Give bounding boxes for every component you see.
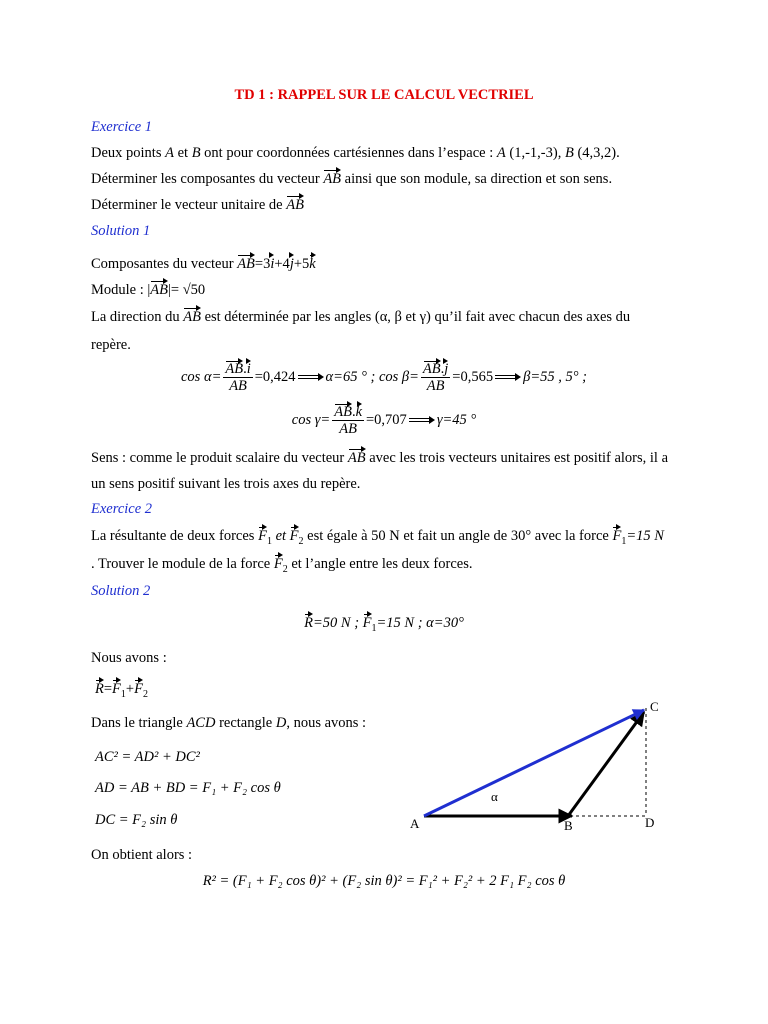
label-a: A <box>410 816 420 831</box>
exercise-1-line-1: Deux points A et B ont pour coordonnées cartésiennes dans l’espace : A (1,-1,-3), B (4,3,2). <box>91 145 620 161</box>
solution-1-module: Module : |AB|= √50 <box>91 282 206 298</box>
solution-2-triangle: Dans le triangle ACD rectangle D, nous avons : <box>91 715 367 731</box>
solution-1-components: Composantes du vecteur AB=3i+4j+5k <box>91 256 316 272</box>
equation-cos-alpha-beta: cos α= $\frac{AB.i}{AB}$ =0,424 α=65 ° ; cos β= $\frac{AB.j}{AB}$ =0,565 β=55 , 5° ; <box>181 361 587 395</box>
exercise-1-line-2: Déterminer les composantes du vecteur AB ainsi que son module, sa direction et son sens. <box>91 171 613 187</box>
solution-2-obtient: On obtient alors : <box>91 847 193 863</box>
equation-ad: AD = AB + BD = F₁ + F₂ cos θ <box>95 780 281 796</box>
equation-cos-gamma: cos γ= $\frac{AB.k}{AB}$ =0,707 γ=45 ° <box>291 404 477 438</box>
equation-dc: DC = F₂ sin θ <box>95 812 178 828</box>
vector-r-ac <box>424 710 644 816</box>
label-c: C <box>650 699 659 714</box>
solution-2-nous: Nous avons : <box>91 650 167 666</box>
exercise-1-heading: Exercice 1 <box>91 119 153 135</box>
solution-1-direction-cont: repère. <box>91 337 131 353</box>
equation-pythagoras: AC² = AD² + DC² <box>95 749 200 765</box>
page-title: TD 1 : RAPPEL SUR LE CALCUL VECTRIEL <box>234 87 534 103</box>
exercise-1-line-3: Déterminer le vecteur unitaire de AB <box>91 197 304 213</box>
label-b: B <box>564 818 573 833</box>
label-d: D <box>645 815 655 830</box>
solution-1-sense: Sens : comme le produit scalaire du vecteur AB avec les trois vecteurs unitaires est positif alors, il a <box>91 450 669 466</box>
label-alpha: α <box>491 789 498 804</box>
exercise-2-line-2: . Trouver le module de la force $F_2$ et l’angle entre les deux forces. <box>91 556 473 575</box>
solution-1-heading: Solution 1 <box>91 223 151 239</box>
equation-final: R² = (F₁ + F₂ cos θ)² + (F₂ sin θ)² = F₁² + F₂² + 2 F₁ F₂ cos θ <box>202 873 566 889</box>
solution-2-data: R=50 N ; $F_1=15$ N ; α=30° <box>304 615 464 634</box>
exercise-2-heading: Exercice 2 <box>91 501 153 517</box>
force-triangle-diagram <box>400 690 680 840</box>
solution-1-direction: La direction du AB est déterminée par les angles (α, β et γ) qu’il fait avec chacun des axes du <box>91 309 631 325</box>
solution-2-sum: $R=F_1+F_2$ <box>95 681 148 700</box>
solution-1-sense-cont: un sens positif suivant les trois axes du repère. <box>91 476 361 492</box>
solution-2-heading: Solution 2 <box>91 583 151 599</box>
exercise-2-line-1: La résultante de deux forces $F_1$ et $F_2$ est égale à 50 N et fait un angle de 30° avec la force $F_1=15$ N <box>91 528 664 547</box>
